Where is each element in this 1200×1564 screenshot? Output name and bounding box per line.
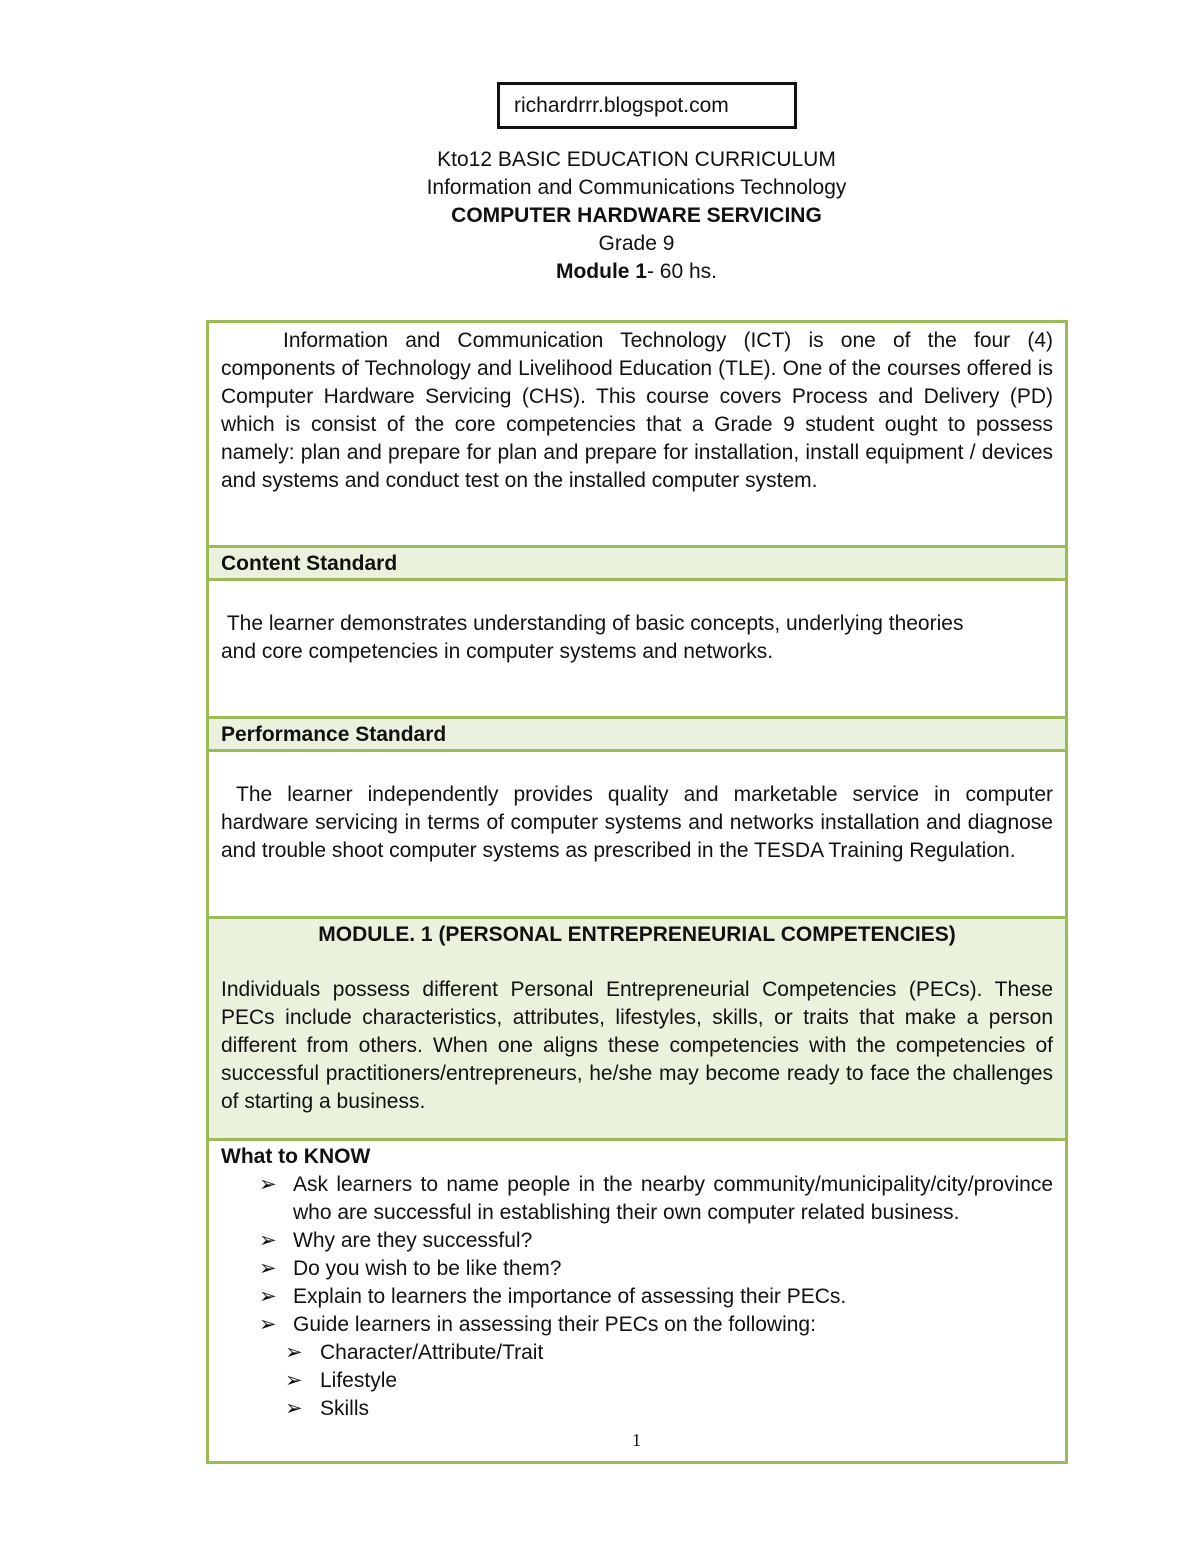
subject-title: Information and Communications Technology	[426, 176, 847, 199]
list-item: ➢ Lifestyle	[221, 1367, 1053, 1395]
content-standard-text: The learner demonstrates understanding of basic concepts, underlying theories and core competencies in computer systems and networks.	[221, 612, 970, 663]
arrow-bullet-icon: ➢	[259, 1173, 277, 1196]
list-item: ➢ Character/Attribute/Trait	[221, 1339, 1053, 1367]
intro-text: Information and Communication Technology (ICT) is one of the four (4) components of Technology and Livelihood Education (TLE). One of the courses offered is Computer Hardware Servicing (CHS). This course covers Process and Delivery (PD) which is consist of the core competencies that a Grade 9 student ought to possess namely: plan and prepare for plan and prepare for installation, install equipment / devices and systems and conduct test on the installed computer system.	[221, 329, 1053, 492]
content-standard-cell	[208, 580, 1067, 718]
intro-cell	[208, 322, 1067, 547]
arrow-bullet-icon: ➢	[285, 1397, 303, 1420]
document-header	[0, 146, 1200, 286]
performance-standard-text: The learner independently provides quality and marketable service in computer hardware servicing in terms of computer systems and networks installation and diagnose and trouble shoot computer systems as prescribed in the TESDA Training Regulation.	[221, 783, 1059, 862]
list-item: ➢ Do you wish to be like them?	[221, 1255, 1053, 1283]
module-cell	[208, 918, 1067, 1140]
curriculum-title: Kto12 BASIC EDUCATION CURRICULUM	[437, 148, 836, 171]
arrow-bullet-icon: ➢	[259, 1257, 277, 1280]
page-number: 1	[632, 1430, 641, 1450]
performance-standard-heading: Performance Standard	[208, 718, 1067, 751]
module-text: Individuals possess different Personal Entrepreneurial Competencies (PECs). These PECs include characteristics, attributes, lifestyles, skills, or traits that make a person different from others. When one aligns these competencies with the competencies of successful practitioners/entrepreneurs, he/she may become ready to face the challenges of starting a business.	[221, 978, 1053, 1113]
list-item: ➢ Guide learners in assessing their PECs on the following:	[221, 1311, 1053, 1339]
course-title: COMPUTER HARDWARE SERVICING	[451, 204, 822, 227]
arrow-bullet-icon: ➢	[259, 1285, 277, 1308]
curriculum-table	[206, 320, 1068, 1464]
module-heading: MODULE. 1 (PERSONAL ENTREPRENEURIAL COMPETENCIES)	[318, 923, 956, 946]
list-item: ➢ Ask learners to name people in the nearby community/municipality/city/province who are successful in establishing their own computer related business.	[259, 1173, 1053, 1224]
arrow-bullet-icon: ➢	[285, 1369, 303, 1392]
module-label: Module 1	[555, 260, 647, 283]
grade-label: Grade 9	[598, 232, 675, 255]
arrow-bullet-icon: ➢	[259, 1229, 277, 1252]
list-item: ➢ Explain to learners the importance of assessing their PECs.	[221, 1283, 1053, 1311]
content-standard-heading: Content Standard	[208, 547, 1067, 580]
module-hours: - 60 hs.	[646, 260, 718, 283]
what-to-know-heading: What to KNOW	[221, 1145, 371, 1168]
performance-standard-cell	[208, 751, 1067, 918]
arrow-bullet-icon: ➢	[285, 1341, 303, 1364]
module-line	[0, 258, 1200, 286]
arrow-bullet-icon: ➢	[259, 1313, 277, 1336]
list-item: ➢ Skills	[221, 1395, 1053, 1423]
site-label: richardrrr.blogspot.com	[514, 94, 729, 117]
pec-area-list	[221, 1339, 1053, 1423]
list-item: ➢ Why are they successful?	[221, 1227, 1053, 1255]
what-to-know-cell	[208, 1140, 1067, 1463]
site-label-box	[497, 82, 797, 129]
what-to-know-list	[221, 1171, 1053, 1339]
